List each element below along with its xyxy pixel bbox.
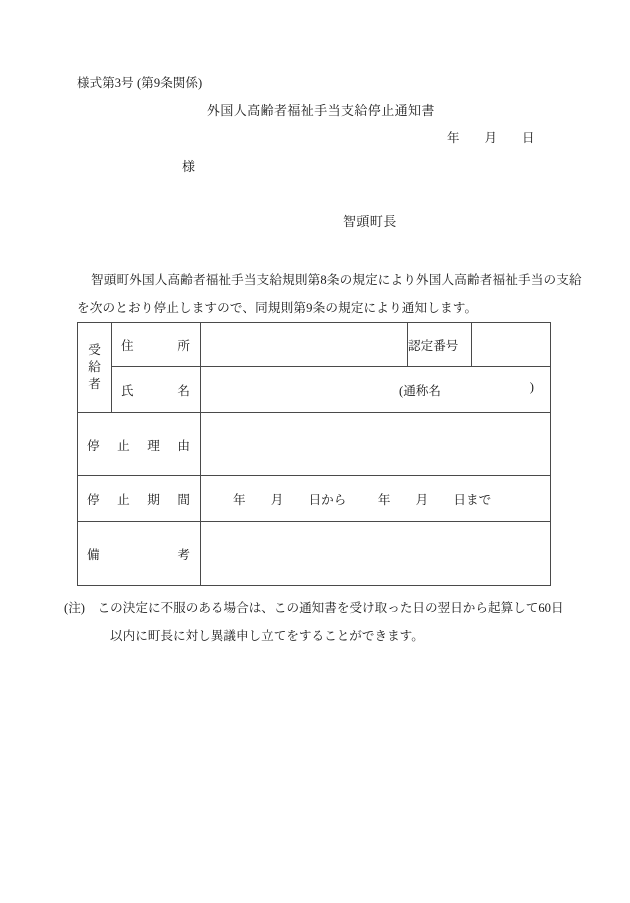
footnote-marker: (注) bbox=[64, 601, 85, 615]
footnote-line-2: 以内に町長に対し異議申し立てをすることができます。 bbox=[110, 629, 424, 643]
footnote-block bbox=[64, 594, 564, 650]
period-label-char-2: 止 bbox=[117, 493, 130, 507]
certificate-number-value[interactable] bbox=[472, 323, 551, 367]
note-label-char-1: 備 bbox=[87, 548, 100, 562]
address-label-cell bbox=[112, 323, 201, 367]
alias-close-paren: ) bbox=[529, 380, 534, 394]
date-line: 年 月 日 bbox=[447, 131, 535, 145]
body-line-2: を次のとおり停止しますので、同規則第9条の規定により通知します。 bbox=[77, 301, 478, 315]
certificate-number-label: 認定番号 bbox=[408, 323, 472, 367]
table-row-name bbox=[78, 367, 551, 413]
reason-label-char-2: 止 bbox=[117, 438, 130, 453]
period-label-char-4: 間 bbox=[177, 493, 190, 507]
recipient-label-char-1: 受 bbox=[88, 343, 101, 357]
address-label-char-1: 住 bbox=[121, 339, 134, 353]
footnote-text-1: この決定に不服のある場合は、この通知書を受け取った日の翌日から起算して60日 bbox=[97, 601, 564, 615]
reason-label-cell bbox=[78, 413, 201, 476]
note-label-cell bbox=[78, 522, 201, 586]
note-label-char-2: 考 bbox=[177, 548, 190, 562]
address-label-char-2: 所 bbox=[177, 339, 190, 353]
footnote-line-1 bbox=[64, 594, 564, 622]
body-paragraph bbox=[77, 266, 582, 322]
name-label-char-2: 名 bbox=[177, 384, 190, 398]
period-label-char-1: 停 bbox=[87, 493, 100, 507]
reason-label-char-4: 由 bbox=[177, 438, 190, 453]
issuer-name: 智頭町長 bbox=[343, 214, 397, 229]
reason-label-char-3: 理 bbox=[147, 438, 160, 453]
address-value-cell[interactable] bbox=[201, 323, 408, 367]
table-row-reason bbox=[78, 413, 551, 476]
notification-form-table bbox=[77, 322, 551, 586]
recipient-label-char-2: 給 bbox=[88, 360, 101, 374]
document-title: 外国人高齢者福祉手当支給停止通知書 bbox=[207, 103, 435, 118]
reason-value-cell[interactable] bbox=[201, 413, 551, 476]
name-label-cell bbox=[112, 367, 201, 413]
name-value-cell[interactable] bbox=[201, 367, 551, 413]
period-value-cell[interactable] bbox=[201, 476, 551, 522]
period-label-cell bbox=[78, 476, 201, 522]
period-label-char-3: 期 bbox=[147, 493, 160, 507]
addressee-honorific: 様 bbox=[182, 159, 196, 174]
reason-label-char-1: 停 bbox=[87, 438, 100, 453]
body-line-1: 智頭町外国人高齢者福祉手当支給規則第8条の規定により外国人高齢者福祉手当の支給 bbox=[91, 273, 582, 287]
recipient-vertical-label bbox=[78, 323, 112, 413]
table-row-address bbox=[78, 323, 551, 367]
table-row-period bbox=[78, 476, 551, 522]
alias-open-paren: (通称名 bbox=[399, 384, 441, 398]
name-label-char-1: 氏 bbox=[121, 384, 134, 398]
recipient-label-char-3: 者 bbox=[88, 377, 101, 391]
note-value-cell[interactable] bbox=[201, 522, 551, 586]
form-number: 様式第3号 (第9条関係) bbox=[77, 76, 203, 90]
table-row-note bbox=[78, 522, 551, 586]
period-date-template: 年 月 日から 年 月 日まで bbox=[233, 493, 492, 507]
